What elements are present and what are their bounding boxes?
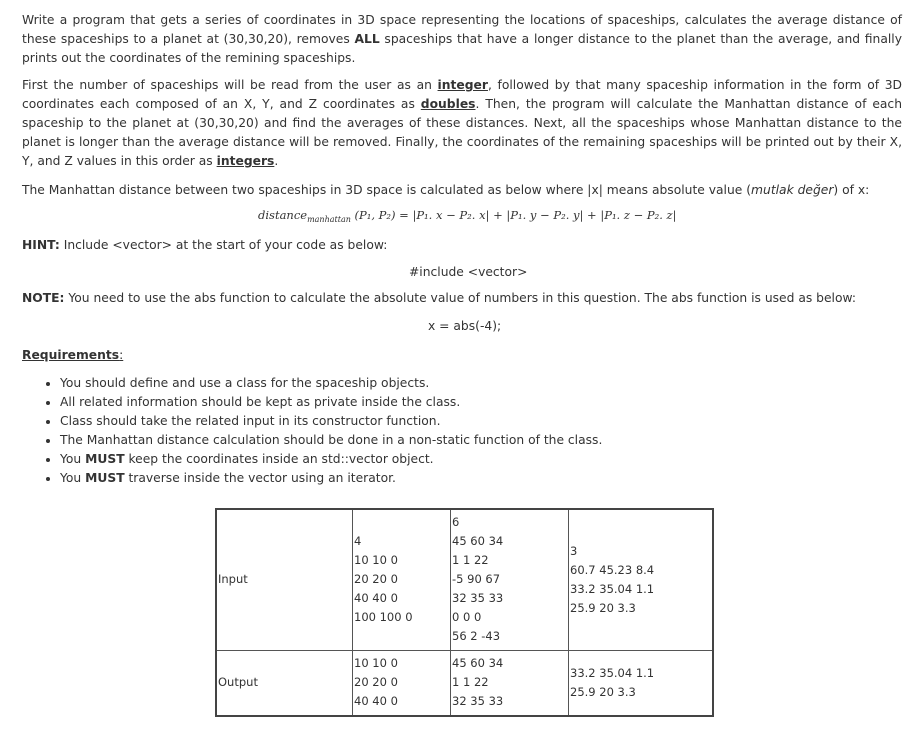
table-cell xyxy=(569,509,714,650)
text-run: You xyxy=(60,471,86,485)
table-row xyxy=(216,650,713,716)
hint-line xyxy=(22,236,387,254)
cell-line: 20 20 0 xyxy=(354,572,398,587)
cell-line: 4 xyxy=(354,534,362,549)
cell-line: 1 1 22 xyxy=(452,675,489,690)
list-item xyxy=(60,431,602,450)
cell-line: 3 xyxy=(570,543,578,558)
table-cell xyxy=(353,509,451,650)
text-run: First the number of spaceships will be read from the user as an xyxy=(22,78,438,92)
text-run: spaceships that have a longer distance to the planet than the average, and finally prints out the coordinates of the remining spaceships. xyxy=(22,32,902,65)
hint-label: HINT: xyxy=(22,238,60,252)
text-run: integers xyxy=(216,154,275,168)
text-run: ) of x: xyxy=(833,183,870,197)
text-run: mutlak değer xyxy=(751,183,834,197)
cell-line: 10 10 0 xyxy=(354,656,398,671)
cell-line: 33.2 35.04 1.1 xyxy=(570,581,655,596)
cell-line: 45 60 34 xyxy=(452,656,504,671)
cell-line: 56 2 -43 xyxy=(452,629,501,644)
requirements-heading xyxy=(22,346,123,364)
text-run: All related information should be kept as private inside the class. xyxy=(60,395,461,409)
cell-line: 100 100 0 xyxy=(354,610,413,625)
cell-line: 45 60 34 xyxy=(452,534,504,549)
table-cell xyxy=(569,650,714,716)
intro-paragraph xyxy=(22,11,902,68)
manhattan-description-paragraph xyxy=(22,181,902,200)
list-item xyxy=(60,469,602,488)
cell-line: 1 1 22 xyxy=(452,553,489,568)
table-cell xyxy=(451,650,569,716)
cell-line: 0 0 0 xyxy=(452,610,482,625)
cell-line: 60.7 45.23 8.4 xyxy=(570,562,655,577)
cell-line: 40 40 0 xyxy=(354,591,398,606)
text-run: ALL xyxy=(354,32,380,46)
text-run: MUST xyxy=(85,452,125,466)
text-run: Class should take the related input in its constructor function. xyxy=(60,414,441,428)
text-run: traverse inside the vector using an iterator. xyxy=(124,471,396,485)
table-cell xyxy=(353,650,451,716)
text-run: keep the coordinates inside an std::vector object. xyxy=(124,452,434,466)
cell-line: 32 35 33 xyxy=(452,591,504,606)
cell-line: -5 90 67 xyxy=(452,572,501,587)
text-run: . Then, the program will calculate the Manhattan distance of each spaceship to the planet at (30,30,20) and find the averages of these distances. Next, all the spaceships whose Manhattan distance to the planet is longer than the average distance will be removed. Finally, the coordinates of the remaining spaceships will be printed out by their X, Y, and Z values in this order as xyxy=(22,97,902,168)
cell-line: 10 10 0 xyxy=(354,553,398,568)
cell-line: 40 40 0 xyxy=(354,694,398,709)
text-run: doubles xyxy=(420,97,476,111)
include-code: #include <vector> xyxy=(409,265,528,279)
requirements-list xyxy=(22,374,602,488)
formula-subscript: manhattan xyxy=(307,215,351,224)
note-text: You need to use the abs function to calculate the absolute value of numbers in this question. The abs function is used as below: xyxy=(64,291,857,305)
cell-line: 25.9 20 3.3 xyxy=(570,600,636,615)
list-item xyxy=(60,450,602,469)
text-run: . xyxy=(274,154,279,168)
formula-rhs: (P₁, P₂) = |P₁. x − P₂. x| + |P₁. y − P₂. y| + |P₁. z − P₂. z| xyxy=(354,208,677,222)
text-run: The Manhattan distance calculation should be done in a non-static function of the class. xyxy=(60,433,603,447)
abs-code: x = abs(-4); xyxy=(428,319,502,333)
row-label-input: Input xyxy=(216,509,353,650)
table-row xyxy=(216,509,713,650)
text-run: integer xyxy=(437,78,488,92)
note-line xyxy=(22,289,856,307)
manhattan-formula xyxy=(258,208,676,224)
list-item xyxy=(60,374,602,393)
io-example-table xyxy=(215,508,714,717)
hint-text: Include <vector> at the start of your code as below: xyxy=(59,238,388,252)
text-run: The Manhattan distance between two spaceships in 3D space is calculated as below where |x| means absolute value ( xyxy=(22,183,752,197)
requirements-colon: : xyxy=(119,348,124,362)
text-run: You should define and use a class for the spaceship objects. xyxy=(60,376,430,390)
cell-line: 25.9 20 3.3 xyxy=(570,684,636,699)
cell-line: 6 xyxy=(452,515,460,530)
input-description-paragraph xyxy=(22,76,902,171)
cell-line: 32 35 33 xyxy=(452,694,504,709)
text-run: MUST xyxy=(85,471,125,485)
list-item xyxy=(60,393,602,412)
list-item xyxy=(60,412,602,431)
row-label-output: Output xyxy=(216,650,353,716)
text-run: You xyxy=(60,452,86,466)
cell-line: 33.2 35.04 1.1 xyxy=(570,665,655,680)
table-cell xyxy=(451,509,569,650)
note-label: NOTE: xyxy=(22,291,65,305)
text-run: , followed by that many spaceship information in the form of 3D coordinates each composed of an X, Y, and Z coordinates as xyxy=(22,78,902,111)
requirements-title: Requirements xyxy=(22,348,120,362)
cell-line: 20 20 0 xyxy=(354,675,398,690)
formula-lhs: distance xyxy=(258,208,308,222)
text-run: Write a program that gets a series of coordinates in 3D space representing the locations of spaceships, calculates the average distance of these spaceships to a planet at (30,30,20), removes xyxy=(22,13,902,46)
